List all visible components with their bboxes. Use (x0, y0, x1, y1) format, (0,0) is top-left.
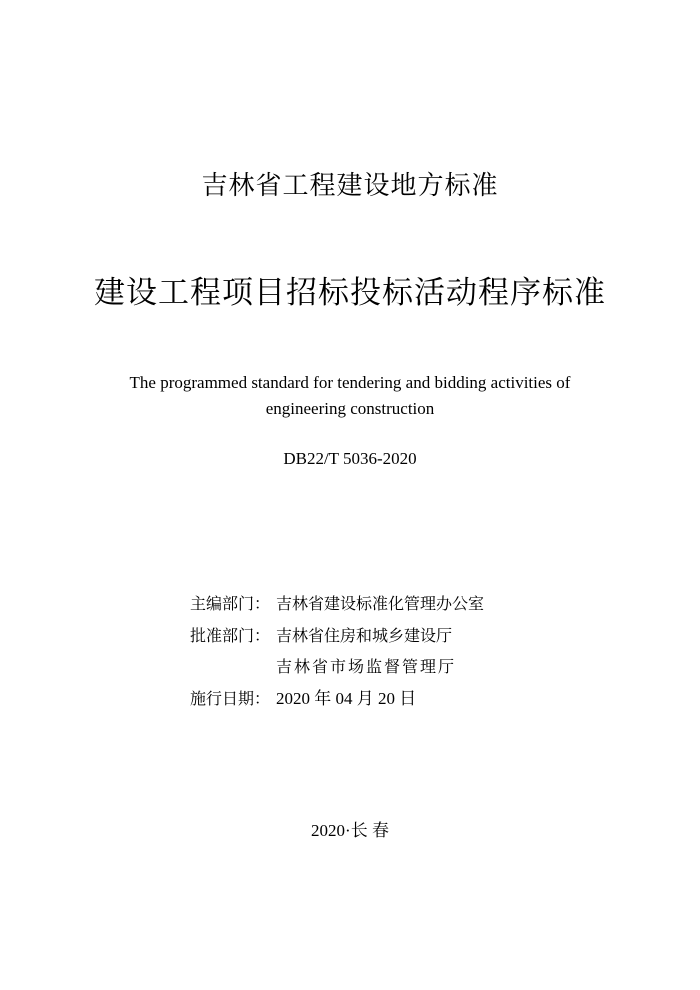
english-title-line-1: The programmed standard for tendering and bidding activities of (129, 373, 571, 392)
chief-editor-label: 主编部门： (190, 594, 271, 613)
effective-label: 施行日期： (190, 688, 271, 708)
english-title-line-2: engineering construction (265, 399, 435, 418)
effective-date-row (190, 683, 484, 715)
chief-editor-row (190, 588, 484, 620)
effective-value: 2020 年 04 月 20 日 (276, 688, 417, 708)
standard-code: DB22/T 5036-2020 (283, 449, 417, 468)
series-title: 吉林省工程建设地方标准 (201, 171, 499, 201)
main-title: 建设工程项目招标投标活动程序标准 (94, 275, 606, 311)
approval-row (190, 620, 484, 652)
approval-value-2: 吉林省市场监督管理厅 (276, 657, 457, 676)
approval-value-1: 吉林省住房和城乡建设厅 (276, 625, 453, 645)
chief-editor-value: 吉林省建设标准化管理办公室 (276, 594, 485, 613)
approval-row-2 (190, 651, 484, 683)
approval-label: 批准部门： (190, 625, 271, 645)
publish-place-year: 2020·长 春 (311, 821, 389, 840)
info-block (190, 588, 484, 714)
english-title (0, 370, 700, 422)
